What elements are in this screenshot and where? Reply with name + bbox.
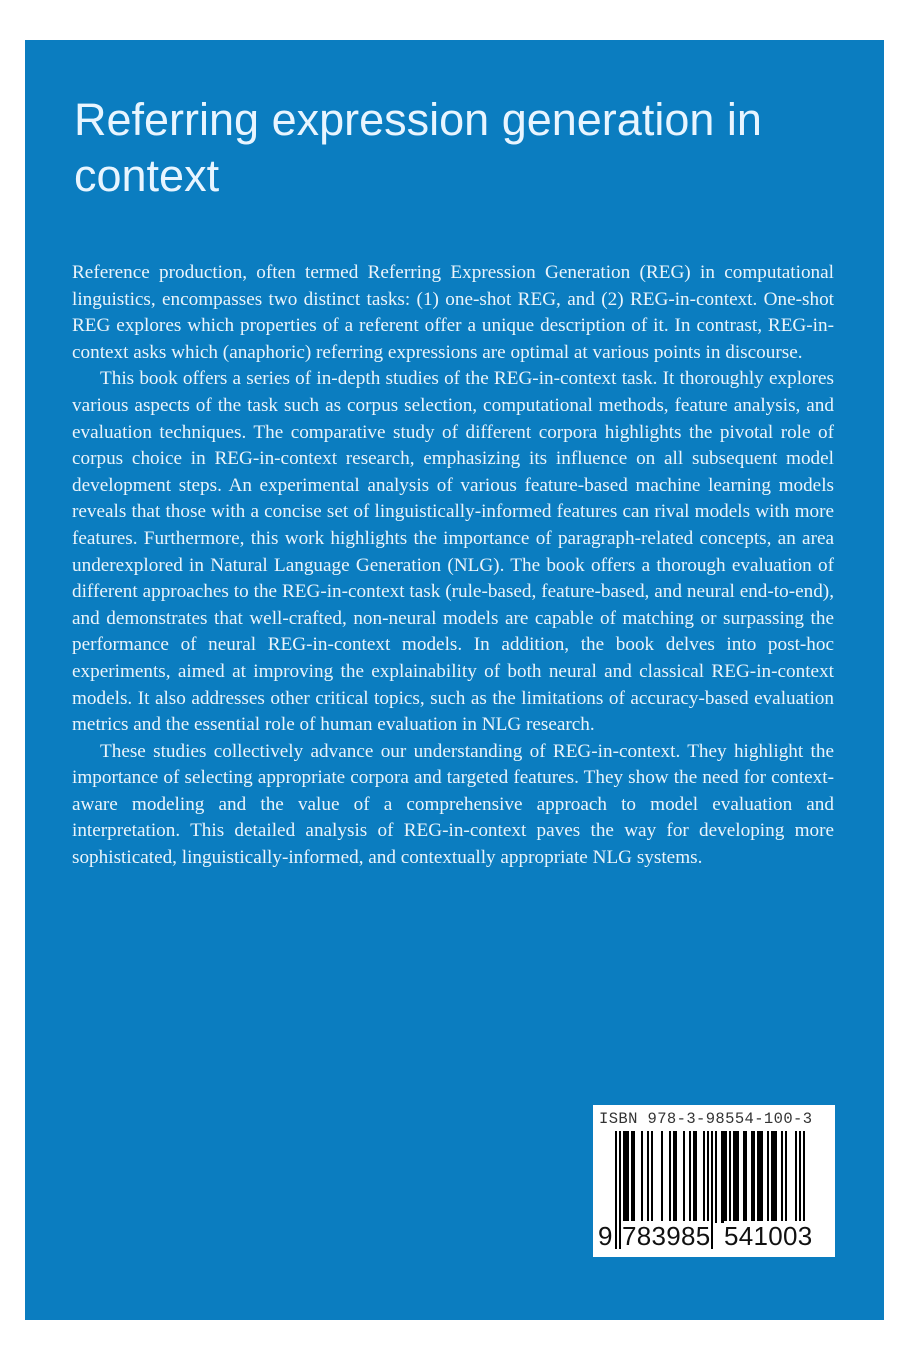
barcode-bar [695,1131,697,1223]
barcode-bar [753,1131,755,1223]
isbn-label: ISBN 978-3-98554-100-3 [599,1110,813,1128]
barcode-bar [737,1131,739,1223]
barcode-bar [703,1131,705,1223]
barcode-bar [745,1131,747,1223]
isbn-barcode [593,1105,835,1257]
barcode-bar [757,1131,759,1223]
barcode-bar [689,1131,691,1223]
barcode-bar [627,1131,629,1223]
ean-right-group: 541003 [724,1221,813,1251]
barcode-bar [675,1131,677,1223]
ean-first-digit: 9 [598,1221,613,1251]
book-title: Referring expression generation in context [74,94,762,201]
blurb-paragraph-2: This book offers a series of in-depth studies of the REG-in-context task. It thoroughly explores various aspects of the task such as corpus selection, computational methods, feature analysis, and evaluation techniques. The comparative study of different corpora highlights the pivotal role of corpus choice in REG-in-context research, emphasizing its influence on all subsequent model development steps. An experimental analysis of various feature-based machine learning models reveals that those with a concise set of linguistically-informed features can rival models with more features. Furthermore, this work highlights the importance of paragraph-related concepts, an area underexplored in Natural Language Generation (NLG). The book offers a thorough evaluation of different approaches to the REG-in-context task (rule-based, feature-based, and neural end-to-end), and demonstrates that well-crafted, non-neural models are capable of matching or surpassing the performance of neural REG-in-context models. In addition, the book delves into post-hoc experiments, aimed at improving the explainability of both neural and classical REG-in-context models. It also addresses other critical topics, such as the limitations of accuracy-based evaluation metrics and the essential role of human evaluation in NLG research. [72,368,834,736]
barcode-bar [733,1131,735,1223]
barcode-bar [651,1131,653,1223]
barcode-bar [721,1131,723,1223]
barcode-bar [761,1131,763,1223]
barcode-bar [725,1131,727,1223]
barcode-bar [751,1131,753,1223]
barcode-bar [775,1131,777,1223]
barcode-bar [711,1131,713,1249]
barcode-bar [693,1131,695,1223]
barcode-bar [729,1131,731,1223]
barcode-bar [771,1131,773,1223]
barcode-bar [735,1131,737,1223]
barcode-bar [625,1131,627,1223]
barcode-bar [773,1131,775,1223]
barcode-bar [743,1131,745,1223]
blurb-paragraph-3: These studies collectively advance our understanding of REG-in-context. They highlight the importance of selecting appropriate corpora and targeted features. They show the need for context-aware modeling and the value of a comprehensive approach to model evaluation and interpretation. This detailed analysis of REG-in-context paves the way for developing more sophisticated, linguistically-informed, and contextually appropriate NLG systems. [72,740,834,869]
barcode-bar [683,1131,685,1223]
blurb-paragraph-1: Reference production, often termed Referring Expression Generation (REG) in computational linguistics, encompasses two distinct tasks: (1) one-shot REG, and (2) REG-in-context. One-shot REG explores which properties of a referent offer a unique description of it. In contrast, REG-in-context asks which (anaphoric) referring expressions are optimal at various points in discourse. [72,262,834,363]
back-cover [25,40,884,1320]
barcode-bar [661,1131,663,1223]
barcode-bar [619,1131,621,1249]
barcode-bar [759,1131,761,1223]
barcode-bar [647,1131,649,1223]
barcode-bar [631,1131,633,1223]
barcode-bar [781,1131,783,1223]
barcode-bar [715,1131,717,1223]
barcode-bar [641,1131,643,1223]
barcode-bar [615,1131,617,1249]
barcode-bar [669,1131,671,1223]
blurb [72,260,834,872]
barcode-bar [785,1131,787,1223]
barcode-bar [795,1131,797,1223]
barcode-bar [723,1131,725,1223]
ean-left-group: 783985 [622,1221,711,1251]
barcode-bar [767,1131,769,1223]
barcode-bar [623,1131,625,1223]
barcode-bar [633,1131,635,1223]
barcode-bar [673,1131,675,1223]
